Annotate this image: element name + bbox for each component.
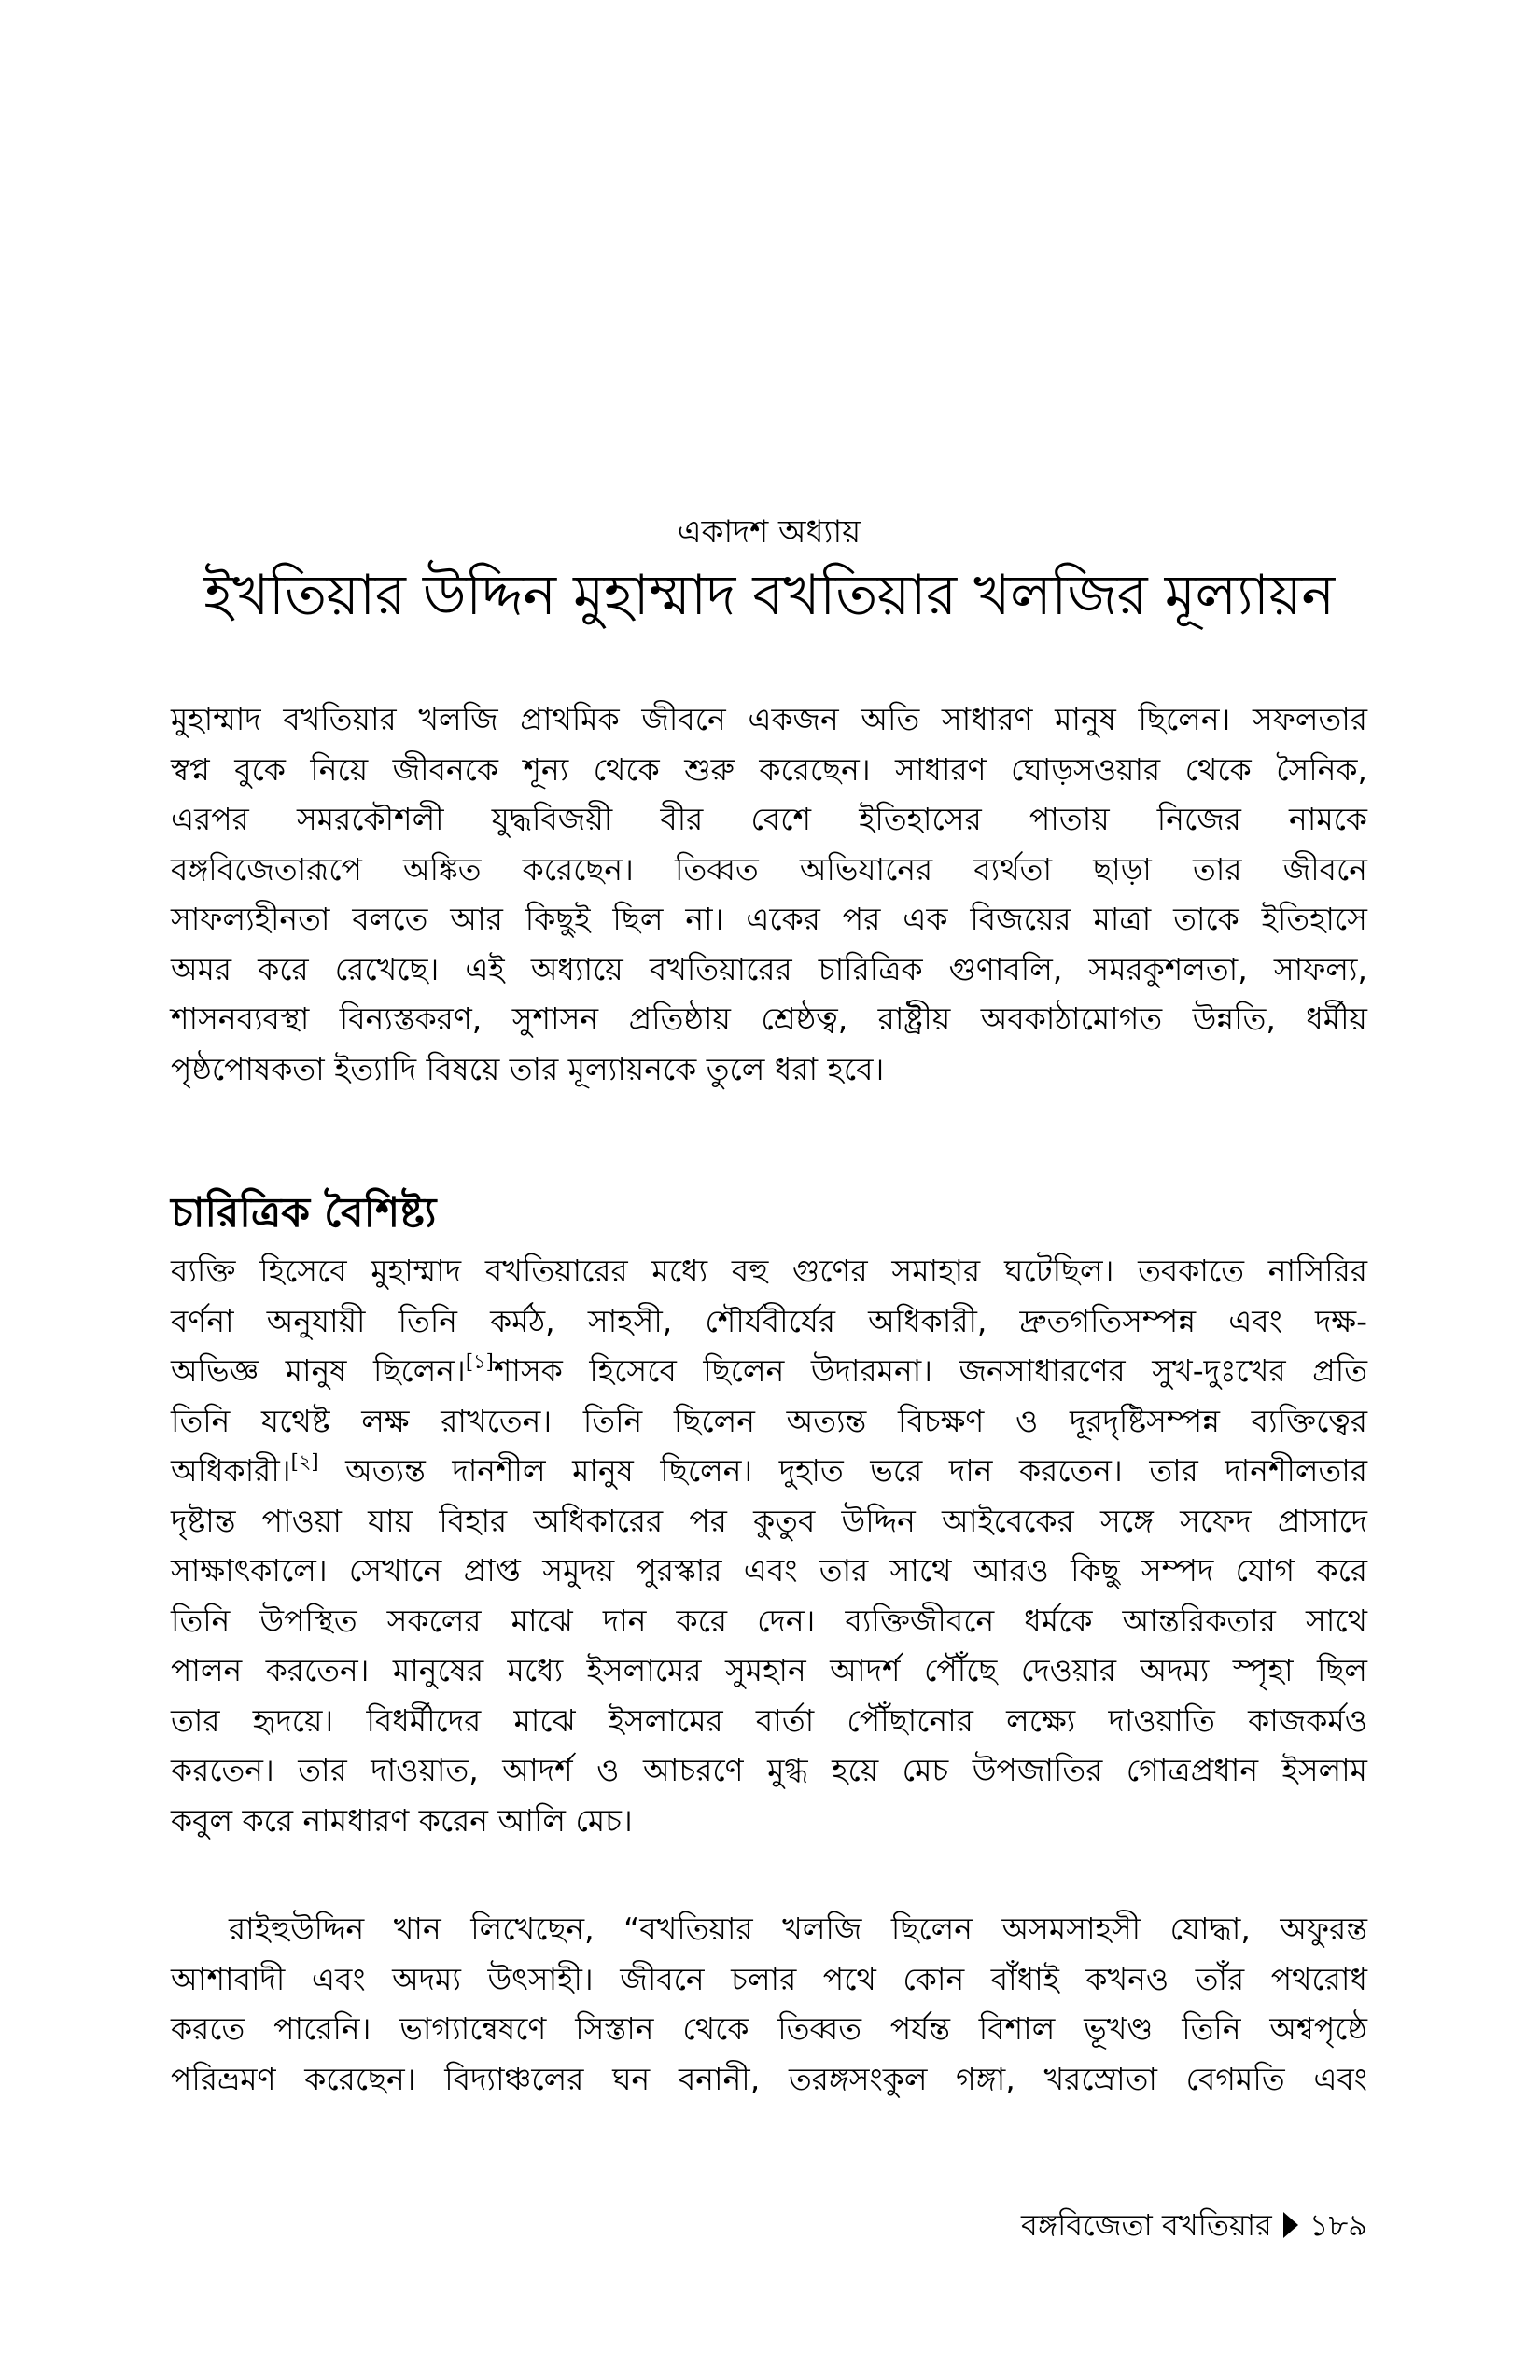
page-number: ১৮৯ [1309,2207,1367,2243]
running-book-title: বঙ্গবিজেতা বখতিয়ার [1021,2207,1272,2243]
paragraph-line: কবুল করে নামধারণ করেন আলি মেচ। [171,1801,633,1839]
paragraph-line [171,1446,1367,1496]
paragraph-line: বর্ণনা অনুযায়ী তিনি কর্মঠ, সাহসী, শৌর্যবীর্যের অধিকারী, দ্রুতগতিসম্পন্ন এবং দক্ষ- [171,1302,1367,1339]
paragraph-line: করতেন। তার দাওয়াত, আদর্শ ও আচরণে মুগ্ধ হয়ে মেচ উপজাতির গোত্রপ্রধান ইসলাম [171,1752,1367,1788]
page-footer [1021,2203,1367,2247]
line-text: শাসক হিসেবে ছিলেন উদারমনা। জনসাধারণের সুখ-দুঃখের প্রতি [493,1352,1367,1389]
paragraph-line: ব্যক্তি হিসেবে মুহাম্মাদ বখতিয়ারের মধ্যে বহু গুণের সমাহার ঘটেছিল। তবকাতে নাসিরির [171,1253,1367,1289]
paragraph-line: পৃষ্ঠপোষকতা ইত্যাদি বিষয়ে তার মূল্যায়নকে তুলে ধরা হবে। [171,1050,885,1087]
paragraph-line: দৃষ্টান্ত পাওয়া যায় বিহার অধিকারের পর কুতুব উদ্দিন আইবেকের সঙ্গে সফেদ প্রাসাদে [171,1502,1367,1539]
footnote-reference-2[interactable]: [২] [290,1450,319,1473]
paragraph-line: তিনি উপস্থিত সকলের মাঝে দান করে দেন। ব্যক্তিজীবনে ধর্মকে আন্তরিকতার সাথে [171,1602,1367,1639]
paragraph-line: সাফল্যহীনতা বলতে আর কিছুই ছিল না। একের পর এক বিজয়ের মাত্রা তাকে ইতিহাসে [171,901,1367,937]
footnote-reference-1[interactable]: [১] [465,1351,494,1373]
paragraph-line: স্বপ্ন বুকে নিয়ে জীবনকে শূন্য থেকে শুরু করেছেন। সাধারণ ঘোড়সওয়ার থেকে সৈনিক, [171,750,1367,788]
paragraph-line: রাইহুউদ্দিন খান লিখেছেন, “বখতিয়ার খলজি ছিলেন অসমসাহসী যোদ্ধা, অফুরন্ত [229,1911,1367,1947]
paragraph-line: তিনি যথেষ্ট লক্ষ রাখতেন। তিনি ছিলেন অত্যন্ত বিচক্ষণ ও দূরদৃষ্টিসম্পন্ন ব্যক্তিত্বের [171,1402,1367,1439]
line-text: অধিকারী। [171,1452,291,1489]
section-heading: চারিত্রিক বৈশিষ্ট্য [171,1189,437,1237]
quote-paragraph [171,1904,1367,2104]
paragraph-line: তার হৃদয়ে। বিধর্মীদের মাঝে ইসলামের বার্তা পৌঁছানোর লক্ষ্যে দাওয়াতি কাজকর্মও [171,1701,1367,1739]
line-text: অভিজ্ঞ মানুষ ছিলেন। [171,1352,466,1389]
right-triangle-icon [1283,2212,1298,2238]
chapter-label: একাদশ অধ্যায় [677,513,861,551]
paragraph-line: আশাবাদী এবং অদম্য উৎসাহী। জীবনে চলার পথে কোন বাঁধাই কখনও তাঁর পথরোধ [171,1960,1367,1997]
paragraph-line: সাক্ষাৎকালে। সেখানে প্রাপ্ত সমুদয় পুরস্কার এবং তার সাথে আরও কিছু সম্পদ যোগ করে [171,1552,1367,1589]
paragraph-line [171,1346,1367,1396]
paragraph-line: পরিভ্রমণ করেছেন। বিদ্যাঞ্চলের ঘন বনানী, তরঙ্গসংকুল গঙ্গা, খরস্রোতা বেগমতি এবং [171,2060,1367,2097]
paragraph-line: এরপর সমরকৌশলী যুদ্ধবিজয়ী বীর বেশে ইতিহাসের পাতায় নিজের নামকে [171,801,1367,837]
paragraph-line: অমর করে রেখেছে। এই অধ্যায়ে বখতিয়ারের চারিত্রিক গুণাবলি, সমরকুশলতা, সাফল্য, [171,950,1367,987]
paragraph-line: মুহাম্মাদ বখতিয়ার খলজি প্রাথমিক জীবনে একজন অতি সাধারণ মানুষ ছিলেন। সফলতার [171,701,1367,737]
paragraph-line: শাসনব্যবস্থা বিন্যস্তকরণ, সুশাসন প্রতিষ্ঠায় শ্রেষ্ঠত্ব, রাষ্ট্রীয় অবকাঠামোগত উন্নতি, ধর্মীয় [171,1001,1367,1037]
line-text: অত্যন্ত দানশীল মানুষ ছিলেন। দুহাত ভরে দান করতেন। তার দানশীলতার [318,1452,1367,1489]
paragraph-line: বঙ্গবিজেতারূপে অঙ্কিত করেছেন। তিব্বত অভিযানের ব্যর্থতা ছাড়া তার জীবনে [171,850,1367,888]
character-paragraph [171,1246,1367,1845]
paragraph-line: করতে পারেনি। ভাগ্যান্বেষণে সিস্তান থেকে তিব্বত পর্যন্ত বিশাল ভূখণ্ড তিনি অশ্বপৃষ্ঠে [171,2010,1367,2047]
intro-paragraph [171,694,1367,1094]
chapter-title: ইখতিয়ার উদ্দিন মুহাম্মাদ বখতিয়ার খলজির মূল্যায়ন [203,563,1335,628]
paragraph-line: পালন করতেন। মানুষের মধ্যে ইসলামের সুমহান আদর্শ পৌঁছে দেওয়ার অদম্য স্পৃহা ছিল [171,1652,1367,1688]
